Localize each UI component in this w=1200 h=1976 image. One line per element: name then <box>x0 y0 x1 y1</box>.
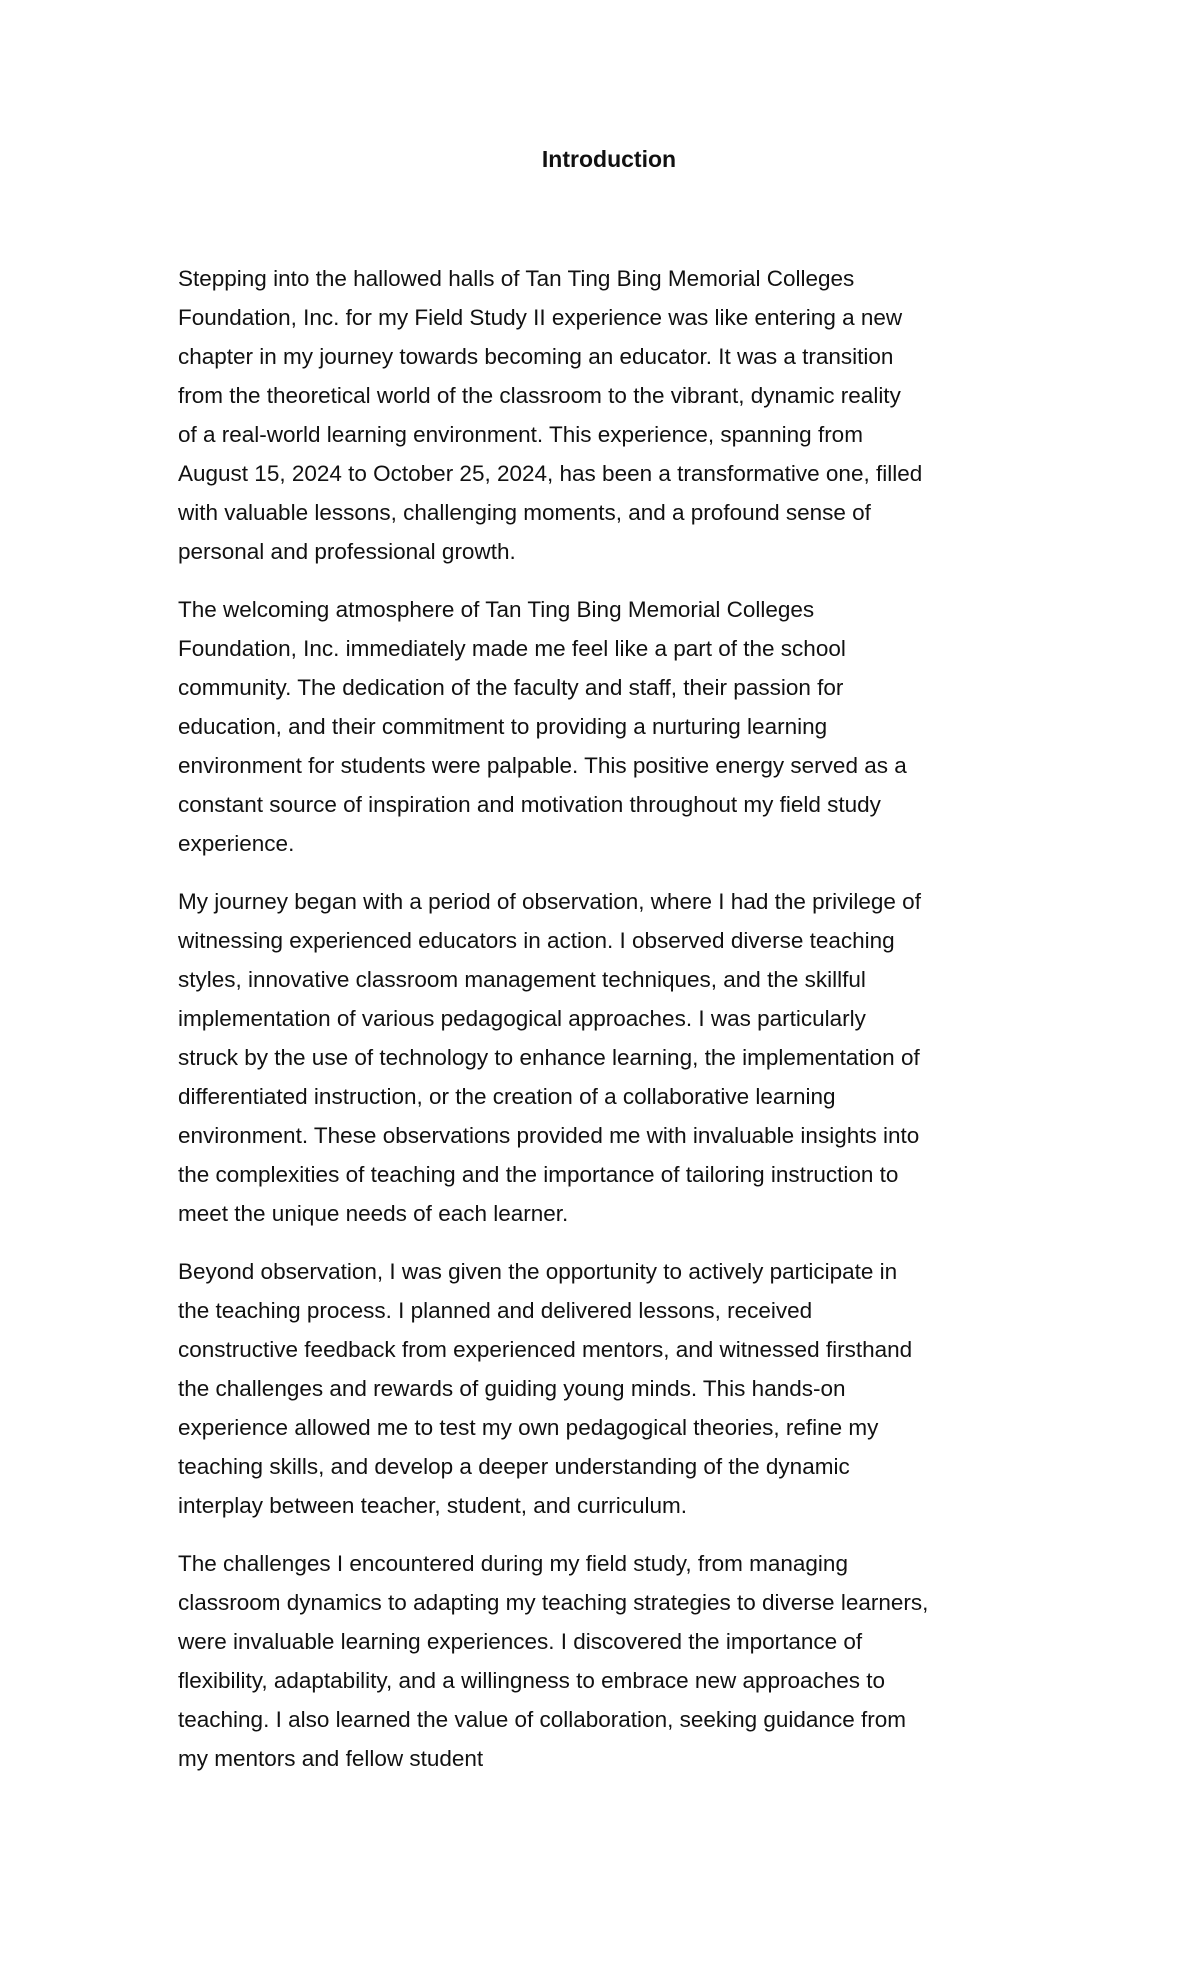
paragraph-3: My journey began with a period of observation, where I had the privilege of witnessing experienced educators in action. I observed diverse teaching styles, innovative classroom management techniques, and the skillful implementation of various pedagogical approaches. I was particularly struck by the use of technology to enhance learning, the implementation of differentiated instruction, or the creation of a collaborative learning environment. These observations provided me with invaluable insights into the complexities of teaching and the importance of tailoring instruction to meet the unique needs of each learner. <box>178 889 921 1226</box>
paragraph-1: Stepping into the hallowed halls of Tan Ting Bing Memorial Colleges Foundation, Inc. for my Field Study II experience was like entering a new chapter in my journey towards becoming an educator. It was a transition from the theoretical world of the classroom to the vibrant, dynamic reality of a real-world learning environment. This experience, spanning from August 15, 2024 to October 25, 2024, has been a transformative one, filled with valuable lessons, challenging moments, and a profound sense of personal and professional growth. <box>178 266 923 564</box>
paragraph-4: Beyond observation, I was given the opportunity to actively participate in the teaching process. I planned and delivered lessons, received constructive feedback from experienced mentors, and witnessed firsthand the challenges and rewards of guiding young minds. This hands-on experience allowed me to test my own pedagogical theories, refine my teaching skills, and develop a deeper understanding of the dynamic interplay between teacher, student, and curriculum. <box>178 1259 913 1518</box>
paragraph-5: The challenges I encountered during my field study, from managing classroom dynamics to adapting my teaching strategies to diverse learners, were invaluable learning experiences. I discovered the importance of flexibility, adaptability, and a willingness to embrace new approaches to teaching. I also learned the value of collaboration, seeking guidance from my mentors and fellow student <box>178 1551 929 1771</box>
paragraph-2: The welcoming atmosphere of Tan Ting Bing Memorial Colleges Foundation, Inc. immediately made me feel like a part of the school community. The dedication of the faculty and staff, their passion for education, and their commitment to providing a nurturing learning environment for students were palpable. This positive energy served as a constant source of inspiration and motivation throughout my field study experience. <box>178 597 907 856</box>
document-body <box>178 259 1038 1797</box>
document-title: Introduction <box>541 146 677 172</box>
